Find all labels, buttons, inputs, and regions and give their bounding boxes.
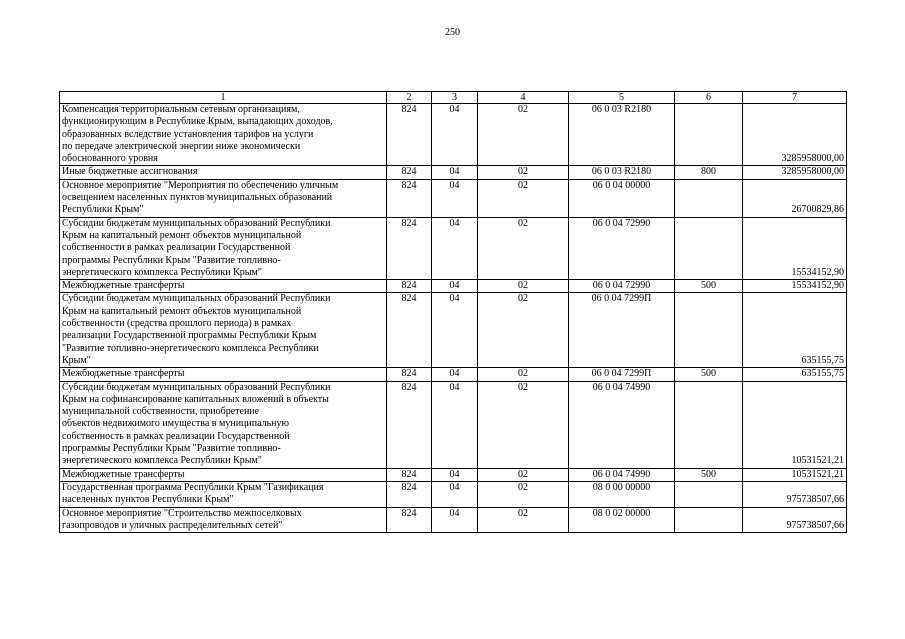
row-column-5-cell: 06 0 04 72990 bbox=[569, 217, 675, 279]
table-row bbox=[60, 104, 847, 166]
row-amount-cell: 975738507,66 bbox=[743, 507, 847, 533]
row-column-5-cell: 06 0 03 R2180 bbox=[569, 166, 675, 179]
row-column-3-cell: 04 bbox=[432, 468, 478, 481]
row-amount-cell: 10531521,21 bbox=[743, 468, 847, 481]
row-column-3-cell: 04 bbox=[432, 481, 478, 507]
row-column-3-cell: 04 bbox=[432, 166, 478, 179]
row-column-2-cell: 824 bbox=[387, 166, 432, 179]
row-column-6-cell: 800 bbox=[675, 166, 743, 179]
row-column-2-cell: 824 bbox=[387, 217, 432, 279]
table-row bbox=[60, 179, 847, 217]
row-amount-cell: 975738507,66 bbox=[743, 481, 847, 507]
row-column-2-cell: 824 bbox=[387, 481, 432, 507]
row-name-cell: Субсидии бюджетам муниципальных образований Республики Крым на капитальный ремонт объектов муниципальной собственности (средства прошлого периода) в рамках реализации Государственной программы Республики Крым "Развитие топливно-энергетического комплекса Республики Крым" bbox=[60, 293, 387, 368]
row-column-3-cell: 04 bbox=[432, 507, 478, 533]
page-number: 250 bbox=[445, 27, 460, 38]
header-cell-1: 1 bbox=[60, 92, 387, 104]
row-name-cell: Государственная программа Республики Крым "Газификация населенных пунктов Республики Крым" bbox=[60, 481, 387, 507]
row-column-5-cell: 08 0 02 00000 bbox=[569, 507, 675, 533]
row-column-6-cell bbox=[675, 293, 743, 368]
row-column-6-cell bbox=[675, 507, 743, 533]
row-column-3-cell: 04 bbox=[432, 280, 478, 293]
row-column-4-cell: 02 bbox=[478, 468, 569, 481]
header-cell-7: 7 bbox=[743, 92, 847, 104]
row-column-2-cell: 824 bbox=[387, 507, 432, 533]
table-row bbox=[60, 468, 847, 481]
row-column-2-cell: 824 bbox=[387, 293, 432, 368]
row-column-5-cell: 06 0 04 74990 bbox=[569, 381, 675, 468]
row-column-4-cell: 02 bbox=[478, 507, 569, 533]
row-amount-cell: 3285958000,00 bbox=[743, 104, 847, 166]
table-row bbox=[60, 166, 847, 179]
row-name-cell: Межбюджетные трансферты bbox=[60, 280, 387, 293]
row-amount-cell: 15534152,90 bbox=[743, 280, 847, 293]
row-name-cell: Основное мероприятие "Строительство межпоселковых газопроводов и уличных распределительных сетей" bbox=[60, 507, 387, 533]
table-row bbox=[60, 481, 847, 507]
header-cell-2: 2 bbox=[387, 92, 432, 104]
header-cell-5: 5 bbox=[569, 92, 675, 104]
row-column-2-cell: 824 bbox=[387, 280, 432, 293]
row-column-6-cell bbox=[675, 217, 743, 279]
row-column-6-cell: 500 bbox=[675, 368, 743, 381]
header-cell-3: 3 bbox=[432, 92, 478, 104]
header-cell-6: 6 bbox=[675, 92, 743, 104]
table-body bbox=[60, 92, 847, 533]
row-column-3-cell: 04 bbox=[432, 104, 478, 166]
table-row bbox=[60, 280, 847, 293]
row-amount-cell: 635155,75 bbox=[743, 293, 847, 368]
row-column-4-cell: 02 bbox=[478, 217, 569, 279]
row-column-3-cell: 04 bbox=[432, 293, 478, 368]
row-column-2-cell: 824 bbox=[387, 468, 432, 481]
row-column-3-cell: 04 bbox=[432, 179, 478, 217]
row-column-6-cell bbox=[675, 381, 743, 468]
row-column-2-cell: 824 bbox=[387, 381, 432, 468]
row-column-4-cell: 02 bbox=[478, 179, 569, 217]
row-column-4-cell: 02 bbox=[478, 280, 569, 293]
row-column-5-cell: 06 0 04 7299П bbox=[569, 368, 675, 381]
row-column-4-cell: 02 bbox=[478, 293, 569, 368]
row-column-6-cell: 500 bbox=[675, 280, 743, 293]
row-amount-cell: 635155,75 bbox=[743, 368, 847, 381]
row-column-3-cell: 04 bbox=[432, 368, 478, 381]
row-column-5-cell: 06 0 04 74990 bbox=[569, 468, 675, 481]
row-column-6-cell bbox=[675, 179, 743, 217]
row-name-cell: Межбюджетные трансферты bbox=[60, 468, 387, 481]
row-name-cell: Основное мероприятие "Мероприятия по обеспечению уличным освещением населенных пунктов муниципальных образований Республики Крым" bbox=[60, 179, 387, 217]
row-column-5-cell: 06 0 04 7299П bbox=[569, 293, 675, 368]
table-row bbox=[60, 381, 847, 468]
row-name-cell: Компенсация территориальным сетевым организациям, функционирующим в Республике Крым, выпадающих доходов, образованных вследствие установления тарифов на услуги по передаче электрической энергии ниже экономически обоснованного уровня bbox=[60, 104, 387, 166]
row-column-5-cell: 08 0 00 00000 bbox=[569, 481, 675, 507]
row-column-6-cell: 500 bbox=[675, 468, 743, 481]
row-name-cell: Межбюджетные трансферты bbox=[60, 368, 387, 381]
row-column-2-cell: 824 bbox=[387, 368, 432, 381]
table-row bbox=[60, 507, 847, 533]
row-name-cell: Субсидии бюджетам муниципальных образований Республики Крым на софинансирование капитальных вложений в объекты муниципальной собственности, приобретение объектов недвижимого имущества в муниципальную собственность в рамках реализации Государственной программы Республики Крым "Развитие топливно- энергетического комплекса Республики Крым" bbox=[60, 381, 387, 468]
row-amount-cell: 26700829,86 bbox=[743, 179, 847, 217]
row-column-5-cell: 06 0 04 72990 bbox=[569, 280, 675, 293]
header-row bbox=[60, 92, 847, 104]
table-row bbox=[60, 368, 847, 381]
row-amount-cell: 3285958000,00 bbox=[743, 166, 847, 179]
row-column-5-cell: 06 0 03 R2180 bbox=[569, 104, 675, 166]
row-column-4-cell: 02 bbox=[478, 381, 569, 468]
row-name-cell: Иные бюджетные ассигнования bbox=[60, 166, 387, 179]
table-row bbox=[60, 217, 847, 279]
row-column-2-cell: 824 bbox=[387, 179, 432, 217]
row-column-2-cell: 824 bbox=[387, 104, 432, 166]
table-row bbox=[60, 293, 847, 368]
row-column-6-cell bbox=[675, 481, 743, 507]
row-column-6-cell bbox=[675, 104, 743, 166]
row-column-4-cell: 02 bbox=[478, 481, 569, 507]
row-amount-cell: 10531521,21 bbox=[743, 381, 847, 468]
row-amount-cell: 15534152,90 bbox=[743, 217, 847, 279]
row-column-3-cell: 04 bbox=[432, 217, 478, 279]
budget-table bbox=[59, 91, 847, 533]
row-column-4-cell: 02 bbox=[478, 368, 569, 381]
row-column-3-cell: 04 bbox=[432, 381, 478, 468]
row-column-4-cell: 02 bbox=[478, 104, 569, 166]
header-cell-4: 4 bbox=[478, 92, 569, 104]
row-name-cell: Субсидии бюджетам муниципальных образований Республики Крым на капитальный ремонт объектов муниципальной собственности в рамках реализации Государственной программы Республики Крым "Развитие топливно- энергетического комплекса Республики Крым" bbox=[60, 217, 387, 279]
row-column-4-cell: 02 bbox=[478, 166, 569, 179]
row-column-5-cell: 06 0 04 00000 bbox=[569, 179, 675, 217]
